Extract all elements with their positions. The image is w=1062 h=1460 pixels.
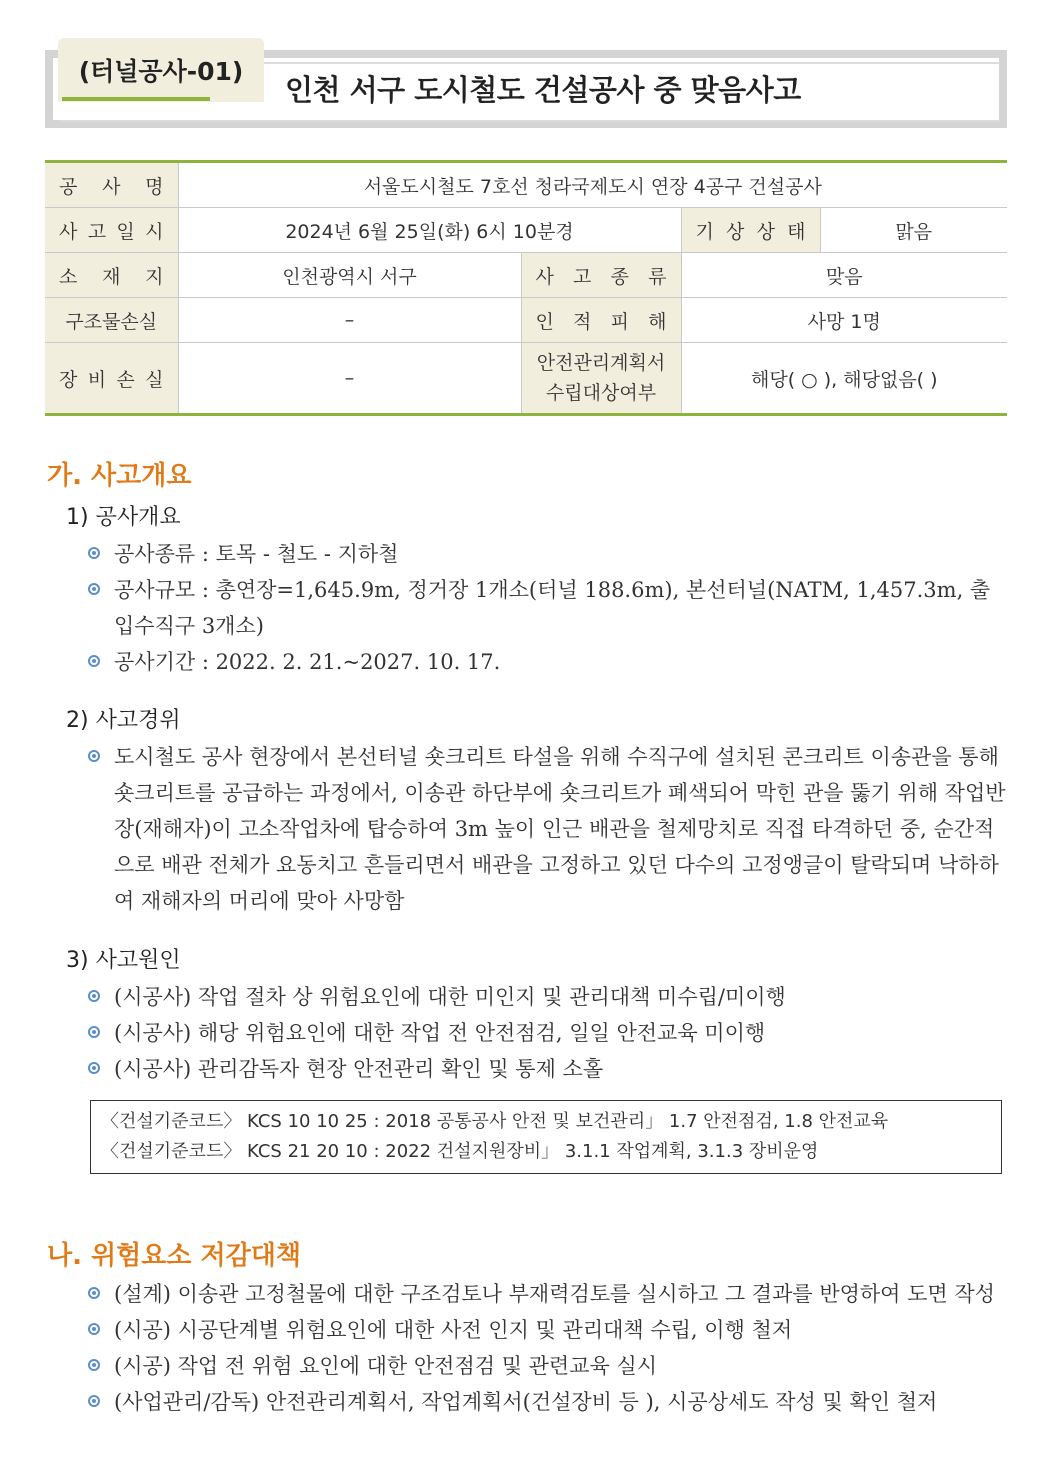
- sub-title-causes: 3) 사고원인: [66, 948, 181, 973]
- accident-type-label: 사 고 종 류: [521, 253, 681, 298]
- table-row: [45, 253, 1007, 298]
- bullet-icon: [88, 583, 100, 595]
- bullet-icon: [88, 750, 100, 762]
- table-row: [45, 343, 1007, 415]
- location-value: 인천광역시 서구: [178, 253, 521, 298]
- project-name-label: 공 사 명: [45, 162, 178, 208]
- human-damage-value: 사망 1명: [681, 298, 1007, 343]
- weather-label: 기 상 상 태: [681, 208, 820, 253]
- bullet-icon: [88, 1395, 100, 1407]
- accident-type-value: 맞음: [681, 253, 1007, 298]
- bullet-icon: [88, 1323, 100, 1335]
- code-line: 〈건설기준코드〉 KCS 21 20 10 : 2022 건설지원장비」 3.1.1 작업계획, 3.1.3 장비운영: [101, 1141, 819, 1162]
- list-item: 도시철도 공사 현장에서 본선터널 숏크리트 타설을 위해 수직구에 설치된 콘크리트 이송관을 통해 숏크리트를 공급하는 과정에서, 이송관 하단부에 숏크리트가 폐색되어 막힌 관을 뚫기 위해 작업반장(재해자)이 고소작업차에 탑승하여 3m 높이 인근 배관을 철제망치로 직접 타격하던 중, 순간적으로 배관 전체가 요동치고 흔들리면서 배관을 고정하고 있던 다수의 고정앵글이 탈락되며 낙하하여 재해자의 머리에 맞아 사망함: [88, 739, 1008, 919]
- table-row: [45, 298, 1007, 343]
- safety-plan-label: 안전관리계획서 수립대상여부: [521, 343, 681, 415]
- causes-list: [88, 979, 1008, 1087]
- doc-tag: [58, 38, 264, 102]
- table-row: [45, 162, 1007, 208]
- doc-tag-underline: [62, 97, 210, 101]
- process-list: [88, 739, 1008, 919]
- sub-title-process: 2) 사고경위: [66, 708, 181, 733]
- bullet-icon: [88, 547, 100, 559]
- list-item: 공사규모 : 총연장=1,645.9m, 정거장 1개소(터널 188.6m), 본선터널(NATM, 1,457.3m, 출입수직구 3개소): [88, 572, 1008, 644]
- bullet-icon: [88, 1359, 100, 1371]
- bullet-icon: [88, 990, 100, 1002]
- code-line: 〈건설기준코드〉 KCS 10 10 25 : 2018 공통공사 안전 및 보건관리」 1.7 안전점검, 1.8 안전교육: [101, 1111, 889, 1132]
- sub-title-overview: 1) 공사개요: [66, 505, 181, 530]
- list-item: (사업관리/감독) 안전관리계획서, 작업계획서(건설장비 등 ), 시공상세도 작성 및 확인 철저: [88, 1384, 1008, 1420]
- list-item: 공사기간 : 2022. 2. 21.~2027. 10. 17.: [88, 644, 1008, 680]
- countermeasures-list: [88, 1276, 1008, 1420]
- structure-loss-label: 구조물손실: [45, 298, 178, 343]
- overview-list: [88, 536, 1008, 680]
- list-item: (시공사) 작업 절차 상 위험요인에 대한 미인지 및 관리대책 미수립/미이행: [88, 979, 1008, 1015]
- structure-loss-value: –: [178, 298, 521, 343]
- list-item: (시공사) 관리감독자 현장 안전관리 확인 및 통제 소홀: [88, 1051, 1008, 1087]
- list-item: 공사종류 : 토목 - 철도 - 지하철: [88, 536, 1008, 572]
- list-item: (설계) 이송관 고정철물에 대한 구조검토나 부재력검토를 실시하고 그 결과를 반영하여 도면 작성: [88, 1276, 1008, 1312]
- equipment-loss-value: –: [178, 343, 521, 415]
- bullet-icon: [88, 655, 100, 667]
- accident-date-value: 2024년 6월 25일(화) 6시 10분경: [178, 208, 681, 253]
- project-name-value: 서울도시철도 7호선 청라국제도시 연장 4공구 건설공사: [178, 162, 1007, 208]
- section-a-title: 가. 사고개요: [47, 461, 192, 491]
- section-b-title: 나. 위험요소 저감대책: [47, 1241, 302, 1271]
- human-damage-label: 인 적 피 해: [521, 298, 681, 343]
- weather-value: 맑음: [820, 208, 1007, 253]
- bullet-icon: [88, 1287, 100, 1299]
- location-label: 소 재 지: [45, 253, 178, 298]
- page-title: 인천 서구 도시철도 건설공사 중 맞음사고: [285, 73, 801, 107]
- list-item: (시공) 시공단계별 위험요인에 대한 사전 인지 및 관리대책 수립, 이행 철저: [88, 1312, 1008, 1348]
- construction-code-box: [90, 1100, 1002, 1174]
- doc-tag-text: (터널공사-01): [78, 57, 244, 86]
- list-item: (시공사) 해당 위험요인에 대한 작업 전 안전점검, 일일 안전교육 미이행: [88, 1015, 1008, 1051]
- bullet-icon: [88, 1026, 100, 1038]
- bullet-icon: [88, 1062, 100, 1074]
- safety-plan-value: 해당( ○ ), 해당없음( ): [681, 343, 1007, 415]
- accident-date-label: 사 고 일 시: [45, 208, 178, 253]
- table-row: [45, 208, 1007, 253]
- accident-info-table: [45, 160, 1007, 416]
- equipment-loss-label: 장 비 손 실: [45, 343, 178, 415]
- list-item: (시공) 작업 전 위험 요인에 대한 안전점검 및 관련교육 실시: [88, 1348, 1008, 1384]
